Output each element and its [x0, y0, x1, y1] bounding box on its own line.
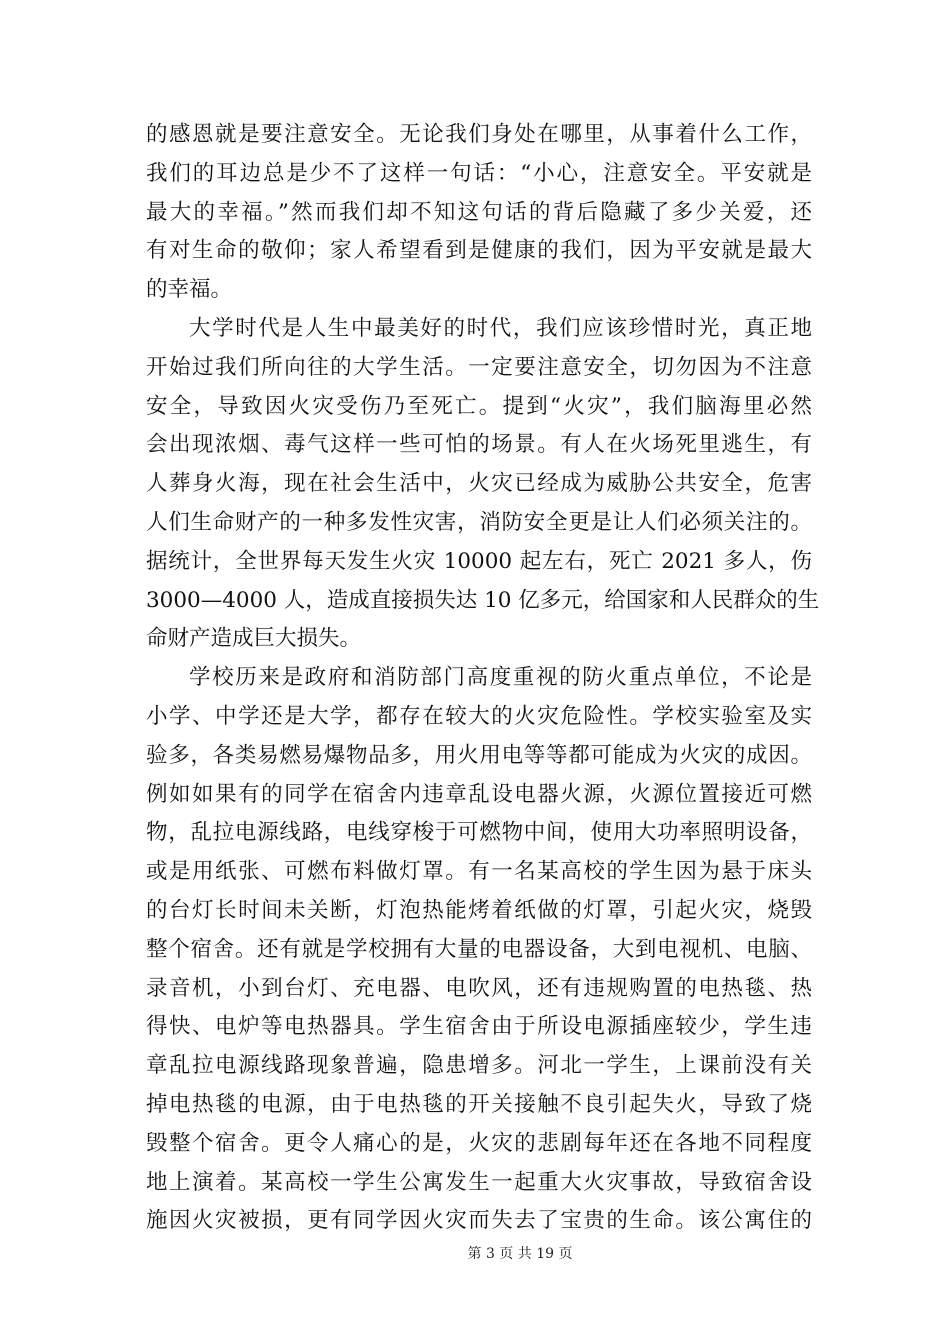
text-line: 开始过我们所向往的大学生活。一定要注意安全，切勿因为不注意	[146, 354, 812, 380]
text-line: 学校历来是政府和消防部门高度重视的防火重点单位，不论是	[189, 665, 812, 691]
text-line: 3000—4000 人，造成直接损失达 10 亿多元，给国家和人民群众的生	[146, 587, 820, 613]
text-line: 例如如果有的同学在宿舍内违章乱设电器火源，火源位置接近可燃	[146, 781, 812, 807]
text-line: 或是用纸张、可燃布料做灯罩。有一名某高校的学生因为悬于床头	[146, 859, 812, 885]
text-line: 章乱拉电源线路现象普遍，隐患增多。河北一学生，上课前没有关	[146, 1053, 812, 1079]
text-line: 录音机，小到台灯、充电器、电吹风，还有违规购置的电热毯、热	[146, 975, 812, 1001]
page-number-footer: 第 3 页 共 19 页	[467, 1246, 573, 1262]
text-line: 毁整个宿舍。更令人痛心的是，火灾的悲剧每年还在各地不同程度	[146, 1130, 812, 1156]
text-line: 大学时代是人生中最美好的时代，我们应该珍惜时光，真正地	[189, 315, 812, 341]
paragraph-3	[146, 659, 812, 1241]
document-body	[146, 116, 820, 1241]
text-line: 我们的耳边总是少不了这样一句话：“小心，注意安全。平安就是	[146, 160, 812, 186]
paragraph-2	[146, 310, 820, 659]
paragraph-1	[146, 116, 812, 310]
text-line: 安全，导致因火灾受伤乃至死亡。提到“火灾”，我们脑海里必然	[146, 393, 812, 419]
text-line: 最大的幸福。”然而我们却不知这句话的背后隐藏了多少关爱，还	[146, 199, 812, 225]
text-line: 物，乱拉电源线路，电线穿梭于可燃物中间，使用大功率照明设备，	[146, 820, 812, 846]
text-line: 验多，各类易燃易爆物品多，用火用电等等都可能成为火灾的成因。	[146, 742, 812, 768]
text-line: 命财产造成巨大损失。	[146, 626, 362, 652]
text-line: 地上演着。某高校一学生公寓发生一起重大火灾事故，导致宿舍设	[146, 1169, 812, 1195]
text-line: 据统计，全世界每天发生火灾 10000 起左右，死亡 2021 多人，伤	[146, 548, 812, 574]
text-line: 的幸福。	[146, 277, 233, 303]
text-line: 施因火灾被损，更有同学因火灾而失去了宝贵的生命。该公寓住的	[146, 1208, 812, 1234]
text-line: 的台灯长时间未关断，灯泡热能烤着纸做的灯罩，引起火灾，烧毁	[146, 897, 812, 923]
text-line: 人们生命财产的一种多发性灾害，消防安全更是让人们必须关注的。	[146, 509, 812, 535]
text-line: 会出现浓烟、毒气这样一些可怕的场景。有人在火场死里逃生，有	[146, 432, 812, 458]
text-line: 整个宿舍。还有就是学校拥有大量的电器设备，大到电视机、电脑、	[146, 936, 812, 962]
text-line: 掉电热毯的电源，由于电热毯的开关接触不良引起失火，导致了烧	[146, 1091, 812, 1117]
text-line: 人葬身火海，现在社会生活中，火灾已经成为威胁公共安全，危害	[146, 471, 812, 497]
text-line: 小学、中学还是大学，都存在较大的火灾危险性。学校实验室及实	[146, 703, 812, 729]
text-line: 得快、电炉等电热器具。学生宿舍由于所设电源插座较少，学生违	[146, 1014, 812, 1040]
text-line: 的感恩就是要注意安全。无论我们身处在哪里，从事着什么工作，	[146, 122, 812, 147]
text-line: 有对生命的敬仰；家人希望看到是健康的我们，因为平安就是最大	[146, 238, 812, 264]
